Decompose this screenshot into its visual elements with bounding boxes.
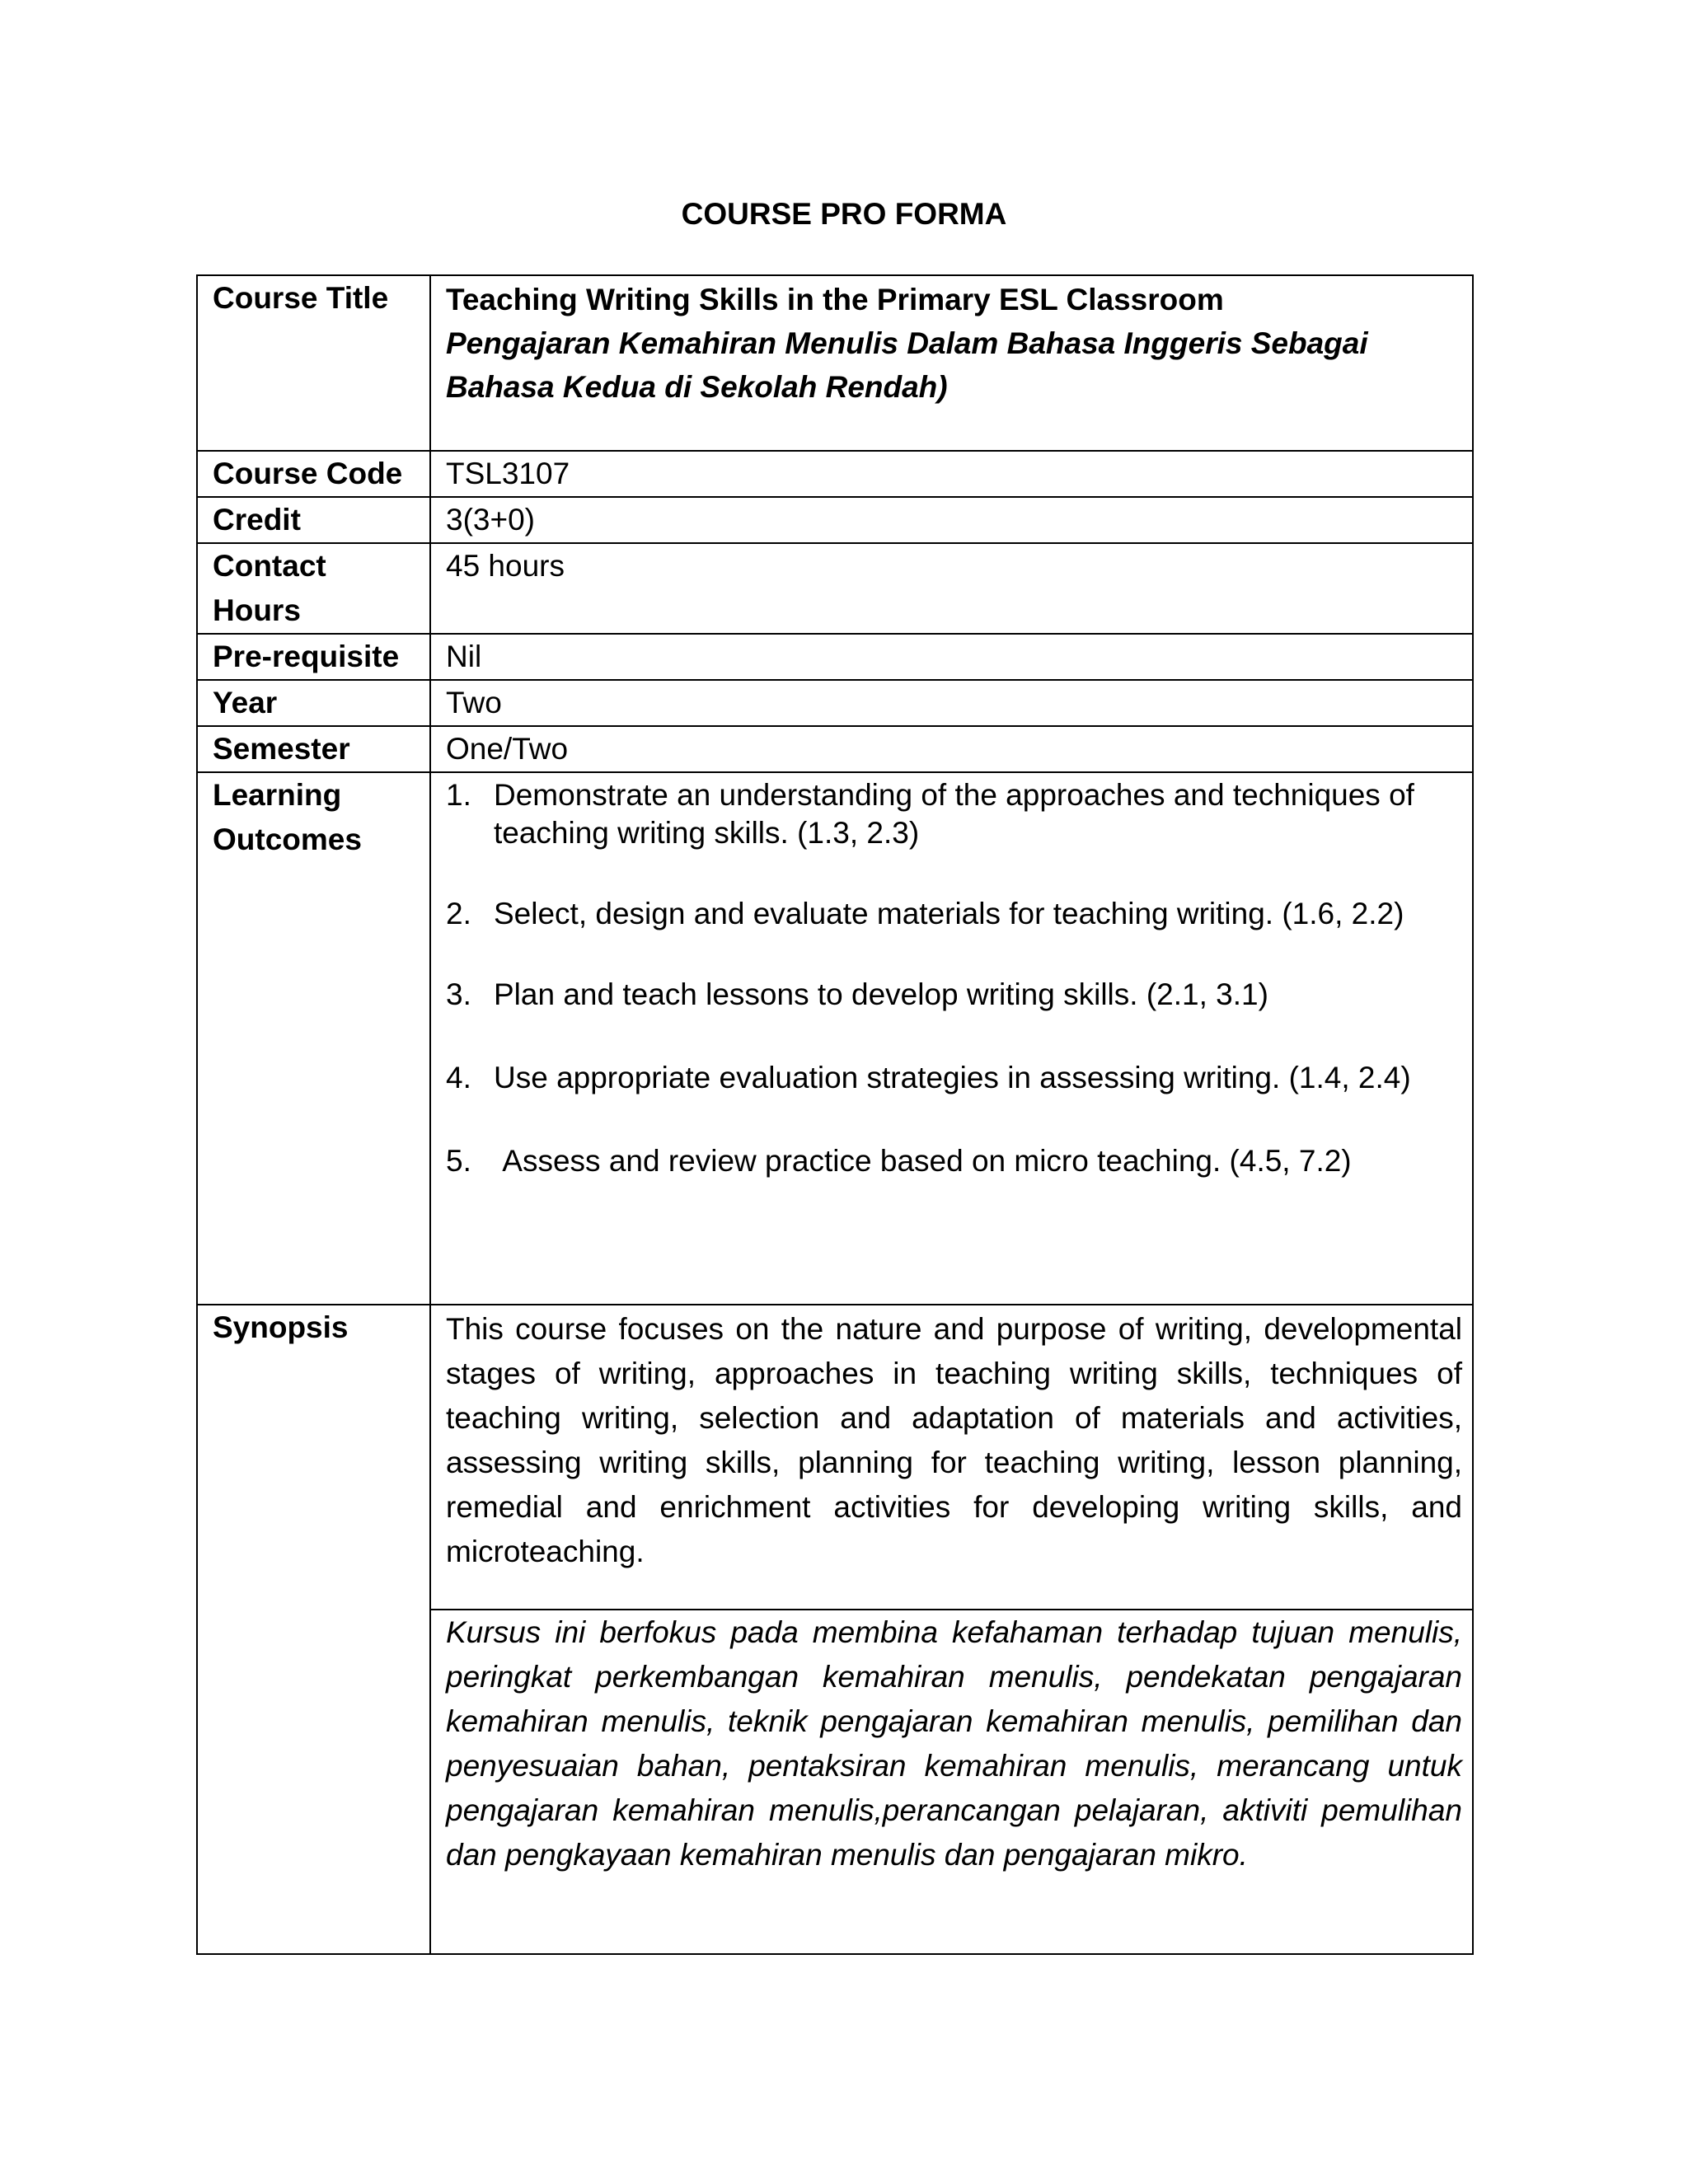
page-title: COURSE PRO FORMA <box>681 197 1007 231</box>
value-semester: One/Two <box>430 726 1473 772</box>
row-semester <box>197 726 1473 772</box>
label-synopsis: Synopsis <box>197 1305 430 1954</box>
value-course-code: TSL3107 <box>430 451 1473 497</box>
label-course-code: Course Code <box>197 451 430 497</box>
outcome-text: Assess and review practice based on micro teaching. (4.5, 7.2) <box>494 1144 1352 1178</box>
outcome-number: 1. <box>446 778 471 812</box>
outcome-text: Demonstrate an understanding of the approaches and techniques of teaching writing skills. (1.3, 2.3) <box>494 778 1414 850</box>
row-contact-hours <box>197 543 1473 634</box>
row-prerequisite <box>197 634 1473 680</box>
value-course-title <box>430 275 1473 451</box>
row-credit <box>197 497 1473 543</box>
row-year <box>197 680 1473 726</box>
label-prerequisite: Pre-requisite <box>197 634 430 680</box>
row-course-title <box>197 275 1473 451</box>
label-contact-hours: Contact Hours <box>197 543 430 634</box>
value-learning-outcomes <box>430 772 1473 1305</box>
label-semester: Semester <box>197 726 430 772</box>
row-learning-outcomes <box>197 772 1473 1305</box>
outcome-item <box>446 776 1462 852</box>
course-title-malay-line2: Bahasa Kedua di Sekolah Rendah) <box>446 370 948 404</box>
row-course-code <box>197 451 1473 497</box>
value-synopsis-malay: Kursus ini berfokus pada membina kefahaman terhadap tujuan menulis, peringkat perkembangan kemahiran menulis, pendekatan pengajaran kemahiran menulis, teknik pengajaran kemahiran menulis, pemilihan dan penyesuaian bahan, pentaksiran kemahiran menulis, merancang untuk pengajaran kemahiran menulis,perancangan pelajaran, aktiviti pemulihan dan pengkayaan kemahiran menulis dan pengajaran mikro. <box>430 1610 1473 1954</box>
outcome-number: 5. <box>446 1144 471 1178</box>
value-year: Two <box>430 680 1473 726</box>
label-learning-outcomes: Learning Outcomes <box>197 772 430 1305</box>
label-course-title: Course Title <box>197 275 430 451</box>
outcome-item <box>446 895 1462 933</box>
value-prerequisite: Nil <box>430 634 1473 680</box>
outcome-text: Use appropriate evaluation strategies in assessing writing. (1.4, 2.4) <box>494 1061 1411 1094</box>
course-title-malay-line1: Pengajaran Kemahiran Menulis Dalam Bahasa Inggeris Sebagai <box>446 326 1368 360</box>
row-synopsis <box>197 1305 1473 1610</box>
outcome-text: Select, design and evaluate materials for teaching writing. (1.6, 2.2) <box>494 897 1404 930</box>
value-credit: 3(3+0) <box>430 497 1473 543</box>
outcome-item <box>446 976 1462 1014</box>
label-credit: Credit <box>197 497 430 543</box>
course-proforma-table <box>196 274 1474 1955</box>
label-year: Year <box>197 680 430 726</box>
value-contact-hours: 45 hours <box>430 543 1473 634</box>
outcome-number: 2. <box>446 897 471 930</box>
outcome-item <box>446 1142 1462 1180</box>
outcome-number: 3. <box>446 977 471 1011</box>
outcome-item <box>446 1057 1462 1099</box>
value-synopsis-english: This course focuses on the nature and purpose of writing, developmental stages of writing, approaches in teaching writing skills, techniques of teaching writing, selection and adaptation of materials and activities, assessing writing skills, planning for teaching writing, lesson planning, remedial and enrichment activities for developing writing skills, and microteaching. <box>430 1305 1473 1610</box>
outcome-number: 4. <box>446 1061 471 1094</box>
outcome-text: Plan and teach lessons to develop writing skills. (2.1, 3.1) <box>494 977 1268 1011</box>
course-title-english: Teaching Writing Skills in the Primary ESL Classroom <box>446 283 1224 316</box>
